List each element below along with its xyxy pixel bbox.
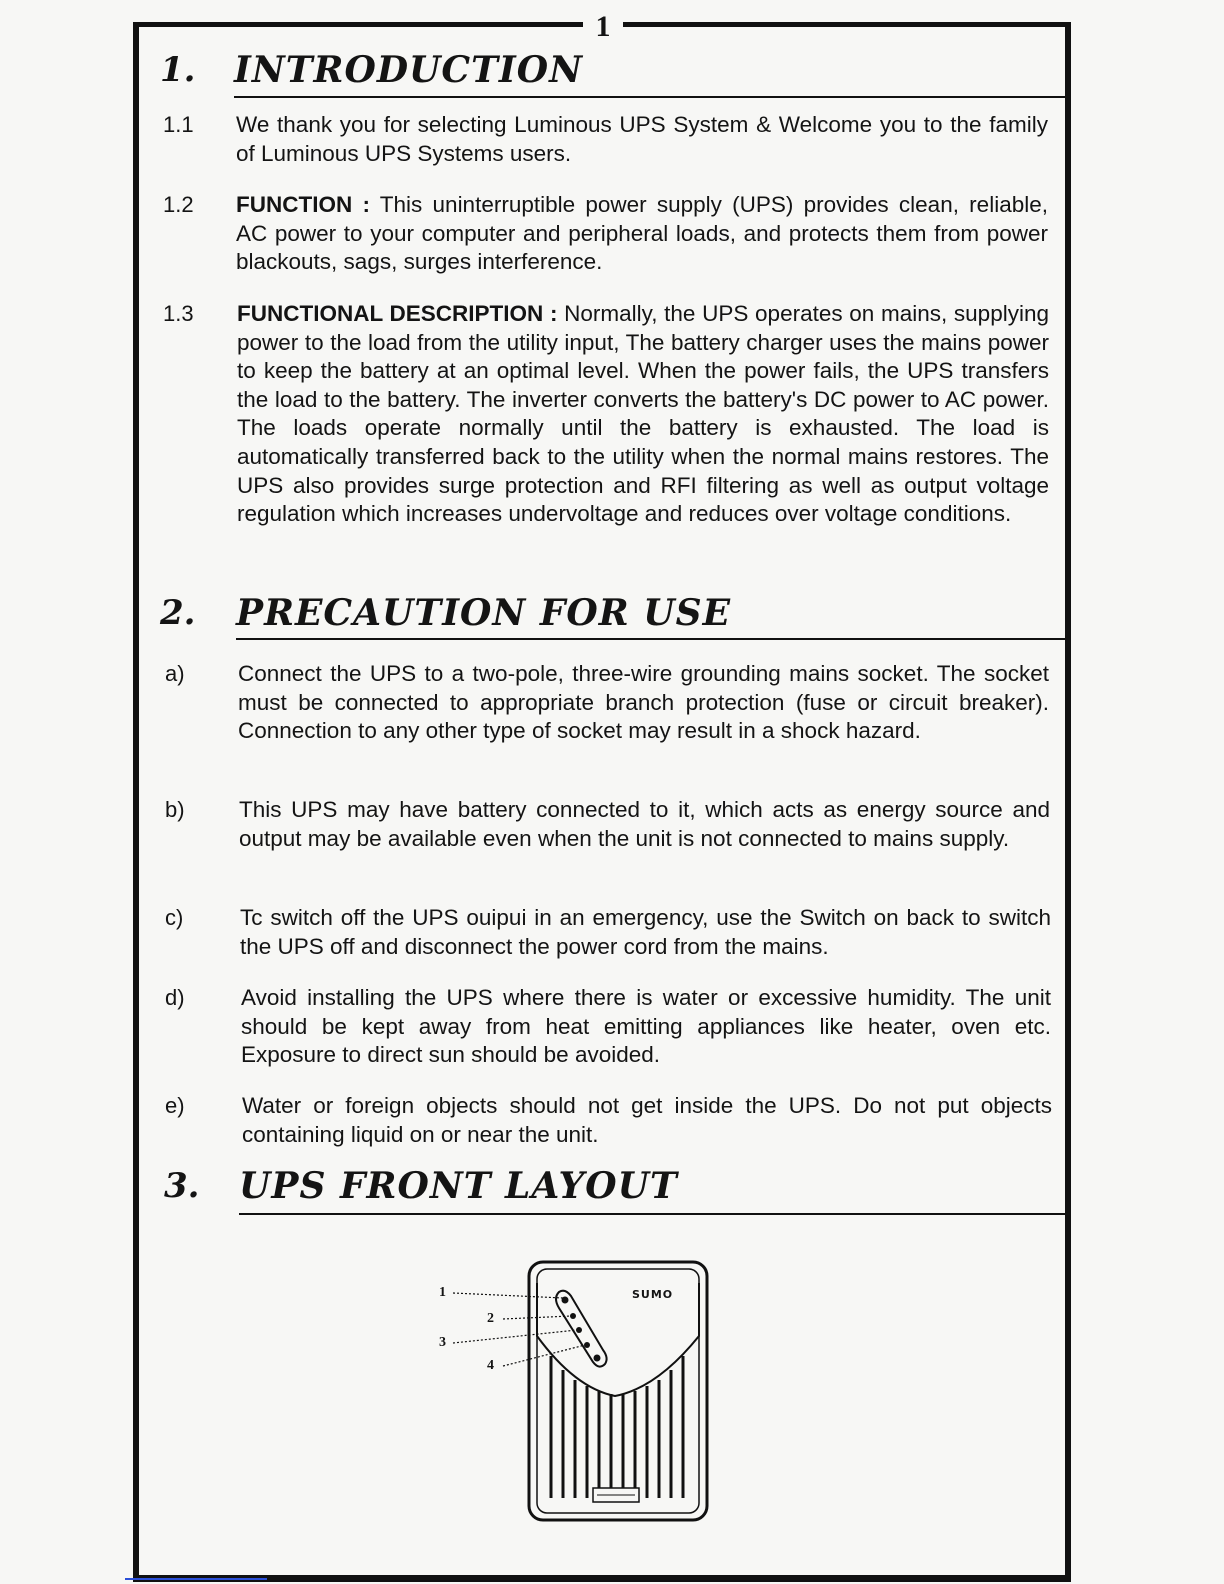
item-a-text: Connect the UPS to a two-pole, three-wire grounding mains socket. The socket must be connected to appropriate branch protection (fuse or circuit breaker). Connection to any other type of socket may result in a shock hazard. <box>238 661 1049 744</box>
ups-brand-label: SUMO <box>632 1288 674 1301</box>
ups-front-figure <box>425 1258 725 1528</box>
page-number: 1 <box>583 10 623 44</box>
section-1-rule <box>234 96 1067 98</box>
callout-3: 3 <box>439 1335 446 1350</box>
item-1-2-text <box>236 191 1048 277</box>
item-b-text: This UPS may have battery connected to it, which acts as energy source and output may be available even when the unit is not connected to mains supply. <box>239 797 1050 851</box>
callout-2: 2 <box>487 1311 494 1326</box>
item-1-3-lead: FUNCTIONAL DESCRIPTION : <box>237 301 558 326</box>
item-1-2-body: This uninterruptible power supply (UPS) provides clean, reliable, AC power to your computer and peripheral loads, and protects them from power blackouts, sags, surges interference. <box>236 192 1048 275</box>
ups-drawing <box>425 1258 725 1528</box>
callout-1: 1 <box>439 1285 446 1300</box>
item-1-3-body: Normally, the UPS operates on mains, supplying power to the load from the utility input, The battery charger uses the mains power to keep the battery at an optimal level. When the power fails, the UPS transfers the load to the battery. The inverter converts the battery's DC power to AC power. The loads operate normally until the battery is exhausted. The load is automatically transferred back to the utility when the normal mains restores. The UPS also provides surge protection and RFI filtering as well as output voltage regulation which increases undervoltage and reduces over voltage conditions. <box>237 301 1049 527</box>
item-c-text: Tc switch off the UPS ouipui in an emergency, use the Switch on back to switch the UPS off and disconnect the power cord from the mains. <box>240 905 1051 959</box>
section-1-number: 1. <box>160 50 196 90</box>
section-3-number: 3. <box>164 1166 200 1206</box>
item-1-1-label: 1.1 <box>163 112 194 137</box>
item-1-2-label: 1.2 <box>163 192 194 217</box>
section-3-rule <box>239 1213 1067 1215</box>
item-1-2-lead: FUNCTION : <box>236 192 370 217</box>
item-1-1-text: We thank you for selecting Luminous UPS System & Welcome you to the family of Luminous UPS Systems users. <box>236 112 1048 166</box>
section-2-number: 2. <box>160 593 196 633</box>
indicator-switch <box>594 1355 601 1362</box>
item-a-label: a) <box>165 661 185 686</box>
item-d-text: Avoid installing the UPS where there is water or excessive humidity. The unit should be kept away from heat emitting appliances like heater, oven etc. Exposure to direct sun should be avoided. <box>241 985 1051 1068</box>
section-2-rule <box>236 638 1067 640</box>
indicator-2 <box>570 1313 576 1319</box>
callout-4: 4 <box>487 1358 494 1373</box>
ups-front-panel <box>537 1283 699 1396</box>
item-e-label: e) <box>165 1093 185 1118</box>
bottom-underline <box>125 1578 267 1580</box>
item-c-label: c) <box>165 905 184 930</box>
section-3-title: UPS FRONT LAYOUT <box>239 1165 678 1207</box>
item-d-label: d) <box>165 985 185 1010</box>
section-2-title: PRECAUTION FOR USE <box>236 592 732 634</box>
item-e-text: Water or foreign objects should not get inside the UPS. Do not put objects containing liquid on or near the unit. <box>242 1093 1052 1147</box>
item-1-3-text <box>237 300 1049 529</box>
item-b-label: b) <box>165 797 185 822</box>
section-1-title: INTRODUCTION <box>234 49 583 91</box>
item-1-3-label: 1.3 <box>163 301 194 326</box>
